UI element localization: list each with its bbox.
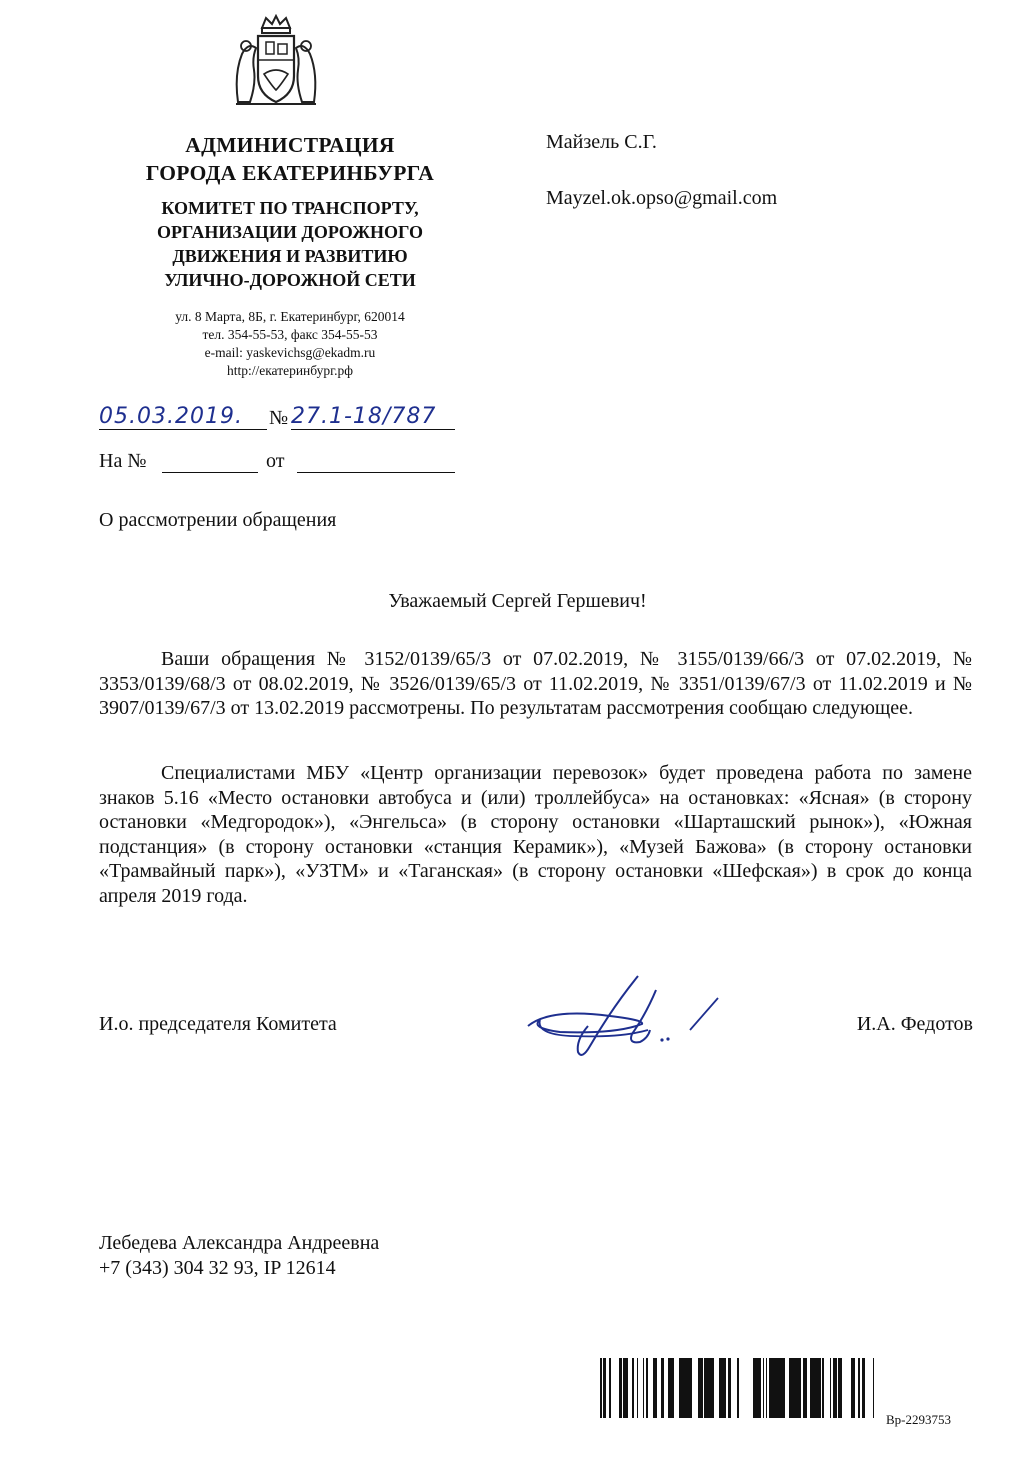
committee-line-4: УЛИЧНО-ДОРОЖНОЙ СЕТИ <box>164 270 416 290</box>
address-line-2: тел. 354-55-53, факс 354-55-53 <box>202 327 378 342</box>
committee-line-1: КОМИТЕТ ПО ТРАНСПОРТУ, <box>161 198 419 218</box>
document-code: Вр-2293753 <box>886 1412 951 1427</box>
executor-name: Лебедева Александра Андреевна <box>99 1232 380 1254</box>
reply-prefix: На № <box>99 450 147 472</box>
registration-line <box>99 404 459 432</box>
organization-address <box>90 308 490 380</box>
signatory-name: И.А. Федотов <box>856 1013 973 1035</box>
recipient-name: Майзель С.Г. <box>546 131 657 153</box>
number-sign: № <box>269 407 289 429</box>
reply-from: от <box>266 450 285 472</box>
signatory-position: И.о. председателя Комитета <box>99 1013 337 1035</box>
reply-date-line <box>297 472 455 473</box>
address-line-4: http://екатеринбург.рф <box>226 363 354 378</box>
paragraph-2: Специалистами МБУ «Центр организации перевозок» будет проведена работа по замене знаков 5.16 «Место остановки автобуса и (или) троллейбуса» на остановках: «Ясная» (в сторону остановки «Медгородок»), «Энгельса» (в сторону остановки «Шарташский рынок»), «Южная подстанция» (в сторону остановки «станция Керамик»), «Музей Бажова» (в сторону остановки «Трамвайный парк»), «УЗТМ» и «Таганская» (в сторону остановки «Шефская») в срок до конца апреля 2019 года. <box>99 762 972 907</box>
reply-number-line <box>162 472 258 473</box>
org-line-2: ГОРОДА ЕКАТЕРИНБУРГА <box>145 161 435 185</box>
paragraph-1: Ваши обращения № 3152/0139/65/3 от 07.02.2019, № 3155/0139/66/3 от 07.02.2019, № 3353/0139/68/3 от 08.02.2019, № 3526/0139/65/3 от 11.02.2019, № 3351/0139/67/3 от 11.02.2019 и № 3907/0139/67/3 от 13.02.2019 рассмотрены. По результатам рассмотрения сообщаю следующее. <box>99 648 972 719</box>
salutation: Уважаемый Сергей Гершевич! <box>388 590 647 612</box>
subject: О рассмотрении обращения <box>99 509 337 531</box>
org-line-1: АДМИНИСТРАЦИЯ <box>185 133 395 157</box>
recipient-email: Mayzel.ok.opso@gmail.com <box>546 187 778 209</box>
barcode-icon <box>600 1358 877 1418</box>
address-line-1: ул. 8 Марта, 8Б, г. Екатеринбург, 620014 <box>175 309 405 324</box>
handwritten-signature-icon <box>520 968 730 1068</box>
committee-name <box>90 196 490 292</box>
address-line-3: e-mail: yaskevichsg@ekadm.ru <box>204 345 376 360</box>
executor-phone: +7 (343) 304 32 93, IP 12614 <box>99 1257 336 1279</box>
committee-line-3: ДВИЖЕНИЯ И РАЗВИТИЮ <box>172 246 408 266</box>
coat-of-arms-icon <box>228 14 324 110</box>
handwritten-date: 05.03.2019. <box>99 404 267 430</box>
committee-line-2: ОРГАНИЗАЦИИ ДОРОЖНОГО <box>156 222 424 242</box>
organization-name <box>90 131 490 187</box>
handwritten-number: 27.1-18/787 <box>291 404 455 430</box>
